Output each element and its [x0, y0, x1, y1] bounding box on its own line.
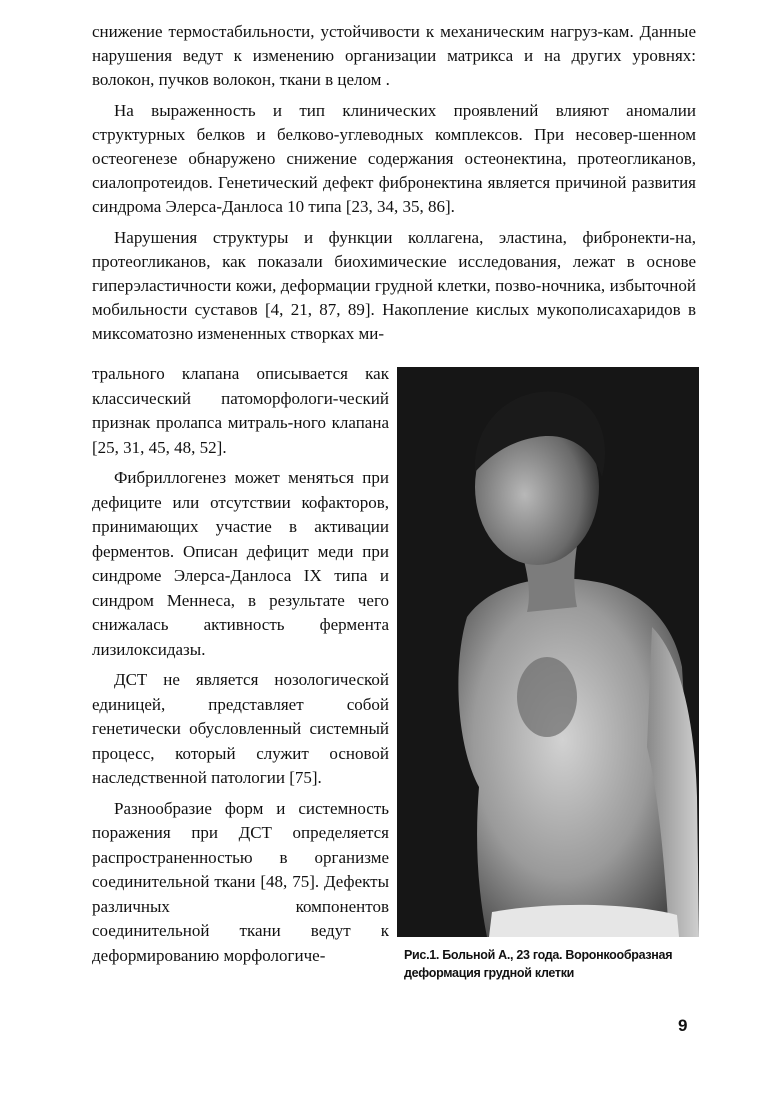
paragraph-4: трального клапана описывается как классический патоморфологи-ческий признак пролапса митраль-ного клапана [25, 31, 45, 48, 52]. — [92, 364, 389, 457]
paragraph-1: снижение термостабильности, устойчивости к механическим нагруз-кам. Данные нарушения ведут к изменению организации матрикса и на других уровнях: волокон, пучков волокон, ткани в целом . — [92, 22, 696, 90]
paragraph-6: ДСТ не является нозологической единицей, представляет собой генетически обусловленный системный процесс, который служит основой наследственной патологии [75]. — [92, 670, 389, 787]
page-number: 9 — [678, 1016, 688, 1035]
paragraph-3: Нарушения структуры и функции коллагена, эластина, фибронекти-на, протеогликанов, как показали биохимические исследования, лежат в основе гиперэластичности кожи, деформации грудной клетки, позво-ночника, избыточной мобильности суставов [4, 21, 87, 89]. Накопление кислых мукополисахаридов в миксоматозно измененных створках ми- — [92, 227, 696, 344]
left-column-text — [92, 362, 389, 968]
patient-photo — [397, 367, 699, 937]
figure-caption: Рис.1. Больной А., 23 года. Воронкообразная деформация грудной клетки — [404, 948, 673, 980]
full-width-text — [92, 20, 696, 347]
patient-photo-illustration — [397, 367, 699, 937]
paragraph-7: Разнообразие форм и системность поражения при ДСТ определяется распространенностью в организме соединительной ткани [48, 75]. Дефекты различных компонентов соединительной ткани ведут к деформированию морфологиче- — [92, 798, 389, 965]
paragraph-2: На выраженность и тип клинических проявлений влияют аномалии структурных белков и белково-углеводных комплексов. При несовер-шенном остеогенезе обнаружено снижение содержания остеонектина, протеогликанов, сиалопротеидов. Генетический дефект фибронектина является причиной развития синдрома Элерса-Данлоса 10 типа [23, 34, 35, 86]. — [92, 100, 696, 217]
paragraph-5: Фибриллогенез может меняться при дефиците или отсутствии кофакторов, принимающих участие в активации ферментов. Описан дефицит меди при синдроме Элерса-Данлоса IX типа и синдром Меннеса, в результате чего снижалась активность фермента лизилоксидазы. — [92, 468, 389, 659]
